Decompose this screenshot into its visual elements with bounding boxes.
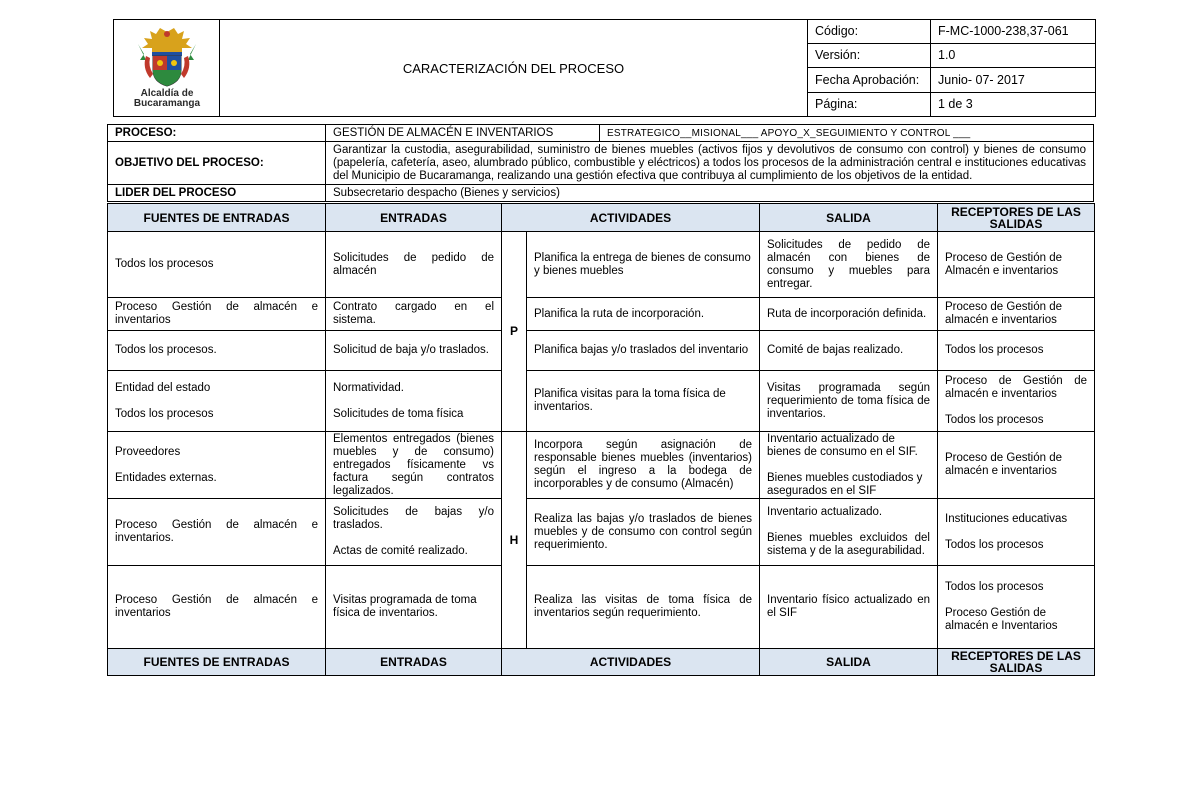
column-header: ENTRADAS [326, 204, 502, 232]
entrada-cell: Visitas programada de toma física de inventarios. [326, 566, 502, 649]
salida-line: Bienes muebles excluidos del sistema y de la asegurabilidad. [767, 532, 930, 557]
salida-line: Inventario actualizado. [767, 506, 883, 518]
fuente-line: Entidad del estado [115, 381, 211, 394]
fuente-cell: Todos los procesos. [108, 331, 326, 371]
process-info-table [107, 124, 1094, 202]
meta-label: Código: [808, 20, 931, 44]
logo-cell [114, 20, 220, 117]
header-table [113, 19, 1096, 117]
receptor-line: Proceso Gestión de almacén e Inventarios [945, 607, 1058, 632]
receptor-cell [938, 499, 1095, 566]
fuente-line: Entidades externas. [115, 471, 217, 484]
column-footer: FUENTES DE ENTRADAS [108, 649, 326, 676]
receptor-line: Proceso de Gestión de almacén e inventarios [945, 375, 1087, 400]
column-header-row [108, 204, 1095, 232]
salida-cell: Inventario físico actualizado en el SIF [760, 566, 938, 649]
actividad-cell: Planifica bajas y/o traslados del inventario [527, 331, 760, 371]
column-header: FUENTES DE ENTRADAS [108, 204, 326, 232]
receptor-cell [938, 371, 1095, 432]
entrada-cell: Contrato cargado en el sistema. [326, 298, 502, 331]
column-header: ACTIVIDADES [502, 204, 760, 232]
coat-of-arms-logo [122, 26, 212, 108]
fuente-cell: Todos los procesos [108, 232, 326, 298]
fuente-cell: Proceso Gestión de almacén e inventarios [108, 566, 326, 649]
salida-cell: Ruta de incorporación definida. [760, 298, 938, 331]
svg-text:Bucaramanga: Bucaramanga [133, 97, 200, 108]
column-footer: RECEPTORES DE LAS SALIDAS [938, 649, 1095, 676]
entrada-line: Actas de comité realizado. [333, 545, 468, 557]
entrada-cell: Solicitudes de pedido de almacén [326, 232, 502, 298]
salida-cell [760, 499, 938, 566]
column-footer: ACTIVIDADES [502, 649, 760, 676]
objetivo-value: Garantizar la custodia, asegurabilidad, suministro de bienes muebles (activos fijos y devolutivos de consumo con control) y bienes de consumo (papelería, cafetería, aseo, alumbrado público, combustible y eléctricos) a todos los procesos de la administración central e instituciones educativas del Municipio de Bucaramanga, realizando una gestión efectiva que contribuya al cumplimiento de los objetivos de la entidad. [326, 142, 1094, 185]
meta-label: Página: [808, 93, 931, 117]
entrada-cell: Elementos entregados (bienes muebles y de consumo) entregados físicamente vs factura según contratos legalizados. [326, 432, 502, 499]
entrada-line: Solicitudes de toma física [333, 407, 464, 420]
objetivo-label: OBJETIVO DEL PROCESO: [108, 142, 326, 185]
lider-label: LIDER DEL PROCESO [108, 185, 326, 202]
entrada-line: Normatividad. [333, 381, 404, 394]
meta-value: 1.0 [931, 44, 1096, 68]
meta-value: 1 de 3 [931, 93, 1096, 117]
receptor-cell: Todos los procesos [938, 331, 1095, 371]
table-row [108, 232, 1095, 298]
entrada-line: Solicitudes de bajas y/o traslados. [333, 506, 494, 531]
proceso-label: PROCESO: [108, 125, 326, 142]
proceso-value: GESTIÓN DE ALMACÉN E INVENTARIOS [326, 125, 600, 142]
table-row [108, 432, 1095, 499]
process-table [107, 203, 1095, 676]
actividad-cell: Planifica la entrega de bienes de consumo y bienes muebles [527, 232, 760, 298]
receptor-cell: Proceso de Gestión de almacén e inventarios [938, 432, 1095, 499]
column-header: SALIDA [760, 204, 938, 232]
phase-p-label: P [502, 232, 527, 432]
salida-cell: Visitas programada según requerimiento de toma física de inventarios. [760, 371, 938, 432]
lider-value: Subsecretario despacho (Bienes y servicios) [326, 185, 1094, 202]
column-footer-row [108, 649, 1095, 676]
salida-cell: Comité de bajas realizado. [760, 331, 938, 371]
fuente-cell: Proceso Gestión de almacén e inventarios. [108, 499, 326, 566]
actividad-cell: Planifica visitas para la toma física de inventarios. [527, 371, 760, 432]
actividad-cell: Realiza las visitas de toma física de inventarios según requerimiento. [527, 566, 760, 649]
fuente-cell [108, 432, 326, 499]
process-type: ESTRATEGICO__MISIONAL___ APOYO_X_SEGUIMIENTO Y CONTROL ___ [600, 125, 1094, 142]
phase-h-label: H [502, 432, 527, 649]
actividad-cell: Incorpora según asignación de responsable bienes muebles (inventarios) según el ingreso a la bodega de incorporables y de consumo (Almacén) [527, 432, 760, 499]
receptor-cell: Proceso de Gestión de almacén e inventarios [938, 298, 1095, 331]
meta-label: Fecha Aprobación: [808, 68, 931, 93]
receptor-line: Instituciones educativas [945, 512, 1068, 525]
fuente-line: Todos los procesos [115, 407, 214, 420]
salida-cell: Solicitudes de pedido de almacén con bienes de consumo y muebles para entregar. [760, 232, 938, 298]
receptor-line: Todos los procesos [945, 581, 1044, 593]
column-footer: ENTRADAS [326, 649, 502, 676]
document-title: CARACTERIZACIÓN DEL PROCESO [220, 20, 808, 117]
table-row [108, 499, 1095, 566]
fuente-line: Proveedores [115, 445, 181, 458]
entrada-cell [326, 371, 502, 432]
column-footer: SALIDA [760, 649, 938, 676]
salida-line: Bienes muebles custodiados y asegurados en el SIF [767, 471, 923, 497]
svg-text:Alcaldía de: Alcaldía de [140, 87, 193, 99]
salida-line: Inventario actualizado de bienes de consumo en el SIF. [767, 432, 918, 458]
receptor-line: Todos los procesos [945, 538, 1044, 551]
table-row [108, 566, 1095, 649]
salida-cell [760, 432, 938, 499]
entrada-cell: Solicitud de baja y/o traslados. [326, 331, 502, 371]
receptor-cell: Proceso de Gestión de Almacén e inventarios [938, 232, 1095, 298]
receptor-line: Todos los procesos [945, 414, 1044, 426]
actividad-cell: Planifica la ruta de incorporación. [527, 298, 760, 331]
table-row [108, 298, 1095, 331]
table-row [108, 371, 1095, 432]
column-header: RECEPTORES DE LAS SALIDAS [938, 204, 1095, 232]
entrada-cell [326, 499, 502, 566]
fuente-cell: Proceso Gestión de almacén e inventarios [108, 298, 326, 331]
fuente-cell [108, 371, 326, 432]
table-row [108, 331, 1095, 371]
actividad-cell: Realiza las bajas y/o traslados de bienes muebles y de consumo con control según requerimiento. [527, 499, 760, 566]
meta-value: F-MC-1000-238,37-061 [931, 20, 1096, 44]
receptor-cell [938, 566, 1095, 649]
meta-label: Versión: [808, 44, 931, 68]
meta-value: Junio- 07- 2017 [931, 68, 1096, 93]
